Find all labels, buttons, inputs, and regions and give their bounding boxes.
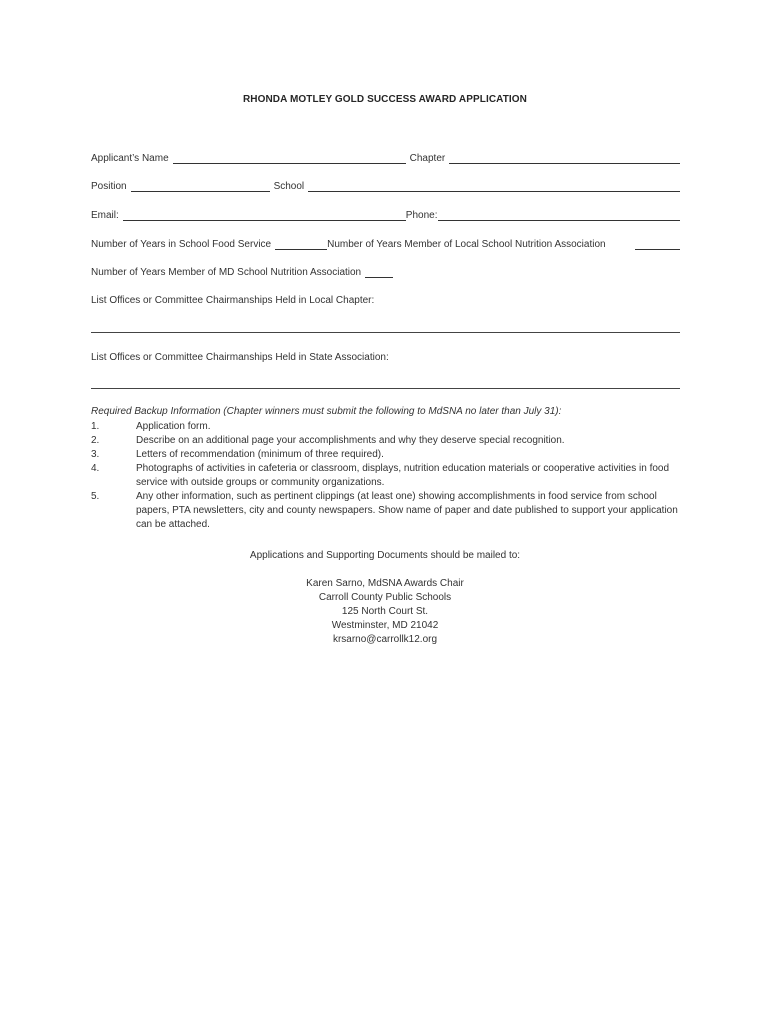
- mailing-email[interactable]: krsarno@carrollk12.org: [332, 634, 438, 645]
- list-item-text: Any other information, such as pertinent clippings (at least one) showing accomplishments in food service from school papers, PTA newsletters, city and county newspapers. Show name of paper and date published to support your application can be attached.: [136, 491, 678, 530]
- school-field[interactable]: [308, 180, 680, 192]
- applicant-name-field[interactable]: [173, 152, 406, 164]
- list-item: [91, 448, 683, 462]
- email-label: Email:: [91, 210, 119, 221]
- row-years-md: [91, 264, 680, 278]
- mailing-city: Westminster, MD 21042: [331, 620, 439, 631]
- list-item: [91, 434, 683, 448]
- state-offices-label: List Offices or Committee Chairmanships Held in State Association:: [91, 352, 389, 363]
- list-item: [91, 420, 683, 434]
- page-title: RHONDA MOTLEY GOLD SUCCESS AWARD APPLICATION: [242, 94, 528, 105]
- years-local-member-label: Number of Years Member of Local School Nutrition Association: [327, 239, 606, 250]
- list-item-text: Application form.: [136, 421, 211, 432]
- backup-heading: Required Backup Information (Chapter winners must submit the following to MdSNA no later than July 31):: [91, 406, 562, 417]
- years-food-service-field[interactable]: [275, 238, 327, 250]
- mailing-name: Karen Sarno, MdSNA Awards Chair: [306, 578, 464, 589]
- list-item-number: 3.: [91, 449, 100, 460]
- row-name-chapter: [91, 150, 680, 164]
- phone-field[interactable]: [438, 209, 681, 221]
- list-item-number: 1.: [91, 421, 100, 432]
- list-item-number: 2.: [91, 435, 100, 446]
- list-item-number: 5.: [91, 491, 100, 502]
- chapter-field[interactable]: [449, 152, 680, 164]
- row-position-school: [91, 178, 680, 192]
- backup-list: [91, 420, 683, 532]
- mailing-address: [0, 577, 770, 647]
- mailing-intro: Applications and Supporting Documents should be mailed to:: [249, 550, 521, 561]
- list-item-number: 4.: [91, 463, 100, 474]
- local-offices-field[interactable]: [91, 332, 680, 333]
- state-offices-field[interactable]: [91, 388, 680, 389]
- mailing-street: 125 North Court St.: [341, 606, 429, 617]
- years-food-service-label: Number of Years in School Food Service: [91, 239, 272, 250]
- row-state-offices: [91, 349, 680, 363]
- applicant-name-label: Applicant’s Name: [91, 153, 169, 164]
- years-local-member-field[interactable]: [635, 238, 680, 250]
- list-item: [91, 490, 683, 532]
- list-item-text: Letters of recommendation (minimum of three required).: [136, 449, 384, 460]
- school-label: School: [273, 181, 305, 192]
- mailing-org: Carroll County Public Schools: [318, 592, 452, 603]
- years-md-member-label: Number of Years Member of MD School Nutrition Association: [91, 267, 362, 278]
- list-item-text: Describe on an additional page your accomplishments and why they deserve special recognition.: [136, 435, 565, 446]
- email-field[interactable]: [123, 209, 406, 221]
- row-years-service: [91, 236, 680, 250]
- row-local-offices: [91, 292, 680, 306]
- local-offices-label: List Offices or Committee Chairmanships Held in Local Chapter:: [91, 295, 375, 306]
- list-item-text: Photographs of activities in cafeteria or classroom, displays, nutrition education materials or cooperative activities in food service with outside groups or community organizations.: [136, 463, 670, 488]
- position-label: Position: [91, 181, 127, 192]
- phone-label: Phone:: [405, 210, 438, 221]
- position-field[interactable]: [131, 180, 270, 192]
- row-email-phone: [91, 207, 680, 221]
- years-md-member-field[interactable]: [365, 266, 393, 278]
- list-item: [91, 462, 683, 490]
- chapter-label: Chapter: [409, 153, 446, 164]
